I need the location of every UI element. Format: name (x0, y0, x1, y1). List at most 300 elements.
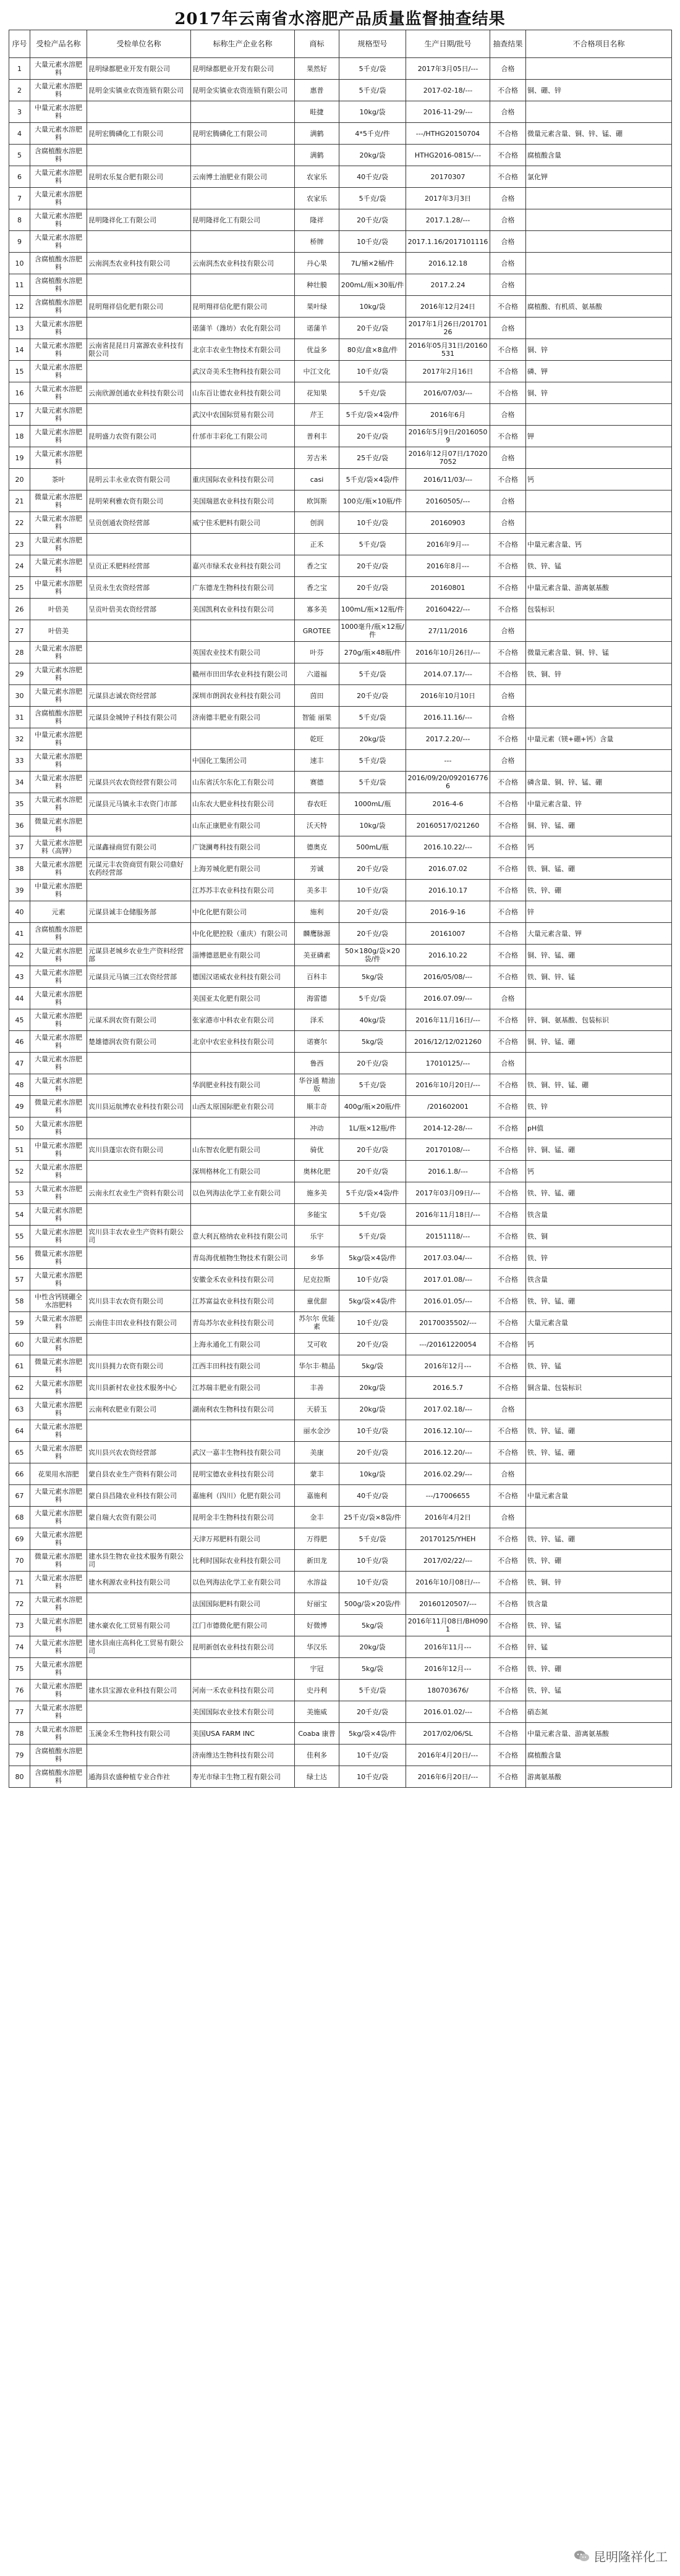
cell-index: 51 (9, 1139, 30, 1161)
cell-brand: 诺蒲羊 (295, 318, 339, 339)
cell-spec: 5kg/袋 (339, 1658, 406, 1680)
cell-result: 不合格 (490, 1745, 526, 1766)
cell-manufacturer: 江苏苏丰农业科技有限公司 (191, 880, 295, 901)
cell-product: 大量元素水溶肥料 (30, 945, 87, 966)
cell-date-batch: 27/11/2016 (406, 620, 490, 642)
cell-result: 不合格 (490, 1701, 526, 1723)
cell-manufacturer: 昆明金实镇业农资连锁有限公司 (191, 80, 295, 101)
cell-spec: 4*5千克/件 (339, 123, 406, 145)
table-row (9, 1009, 672, 1031)
cell-failed-items: 硝态氮 (526, 1701, 672, 1723)
cell-manufacturer: 美国凯利农业科技有限公司 (191, 599, 295, 620)
cell-spec: 400g/瓶×20瓶/件 (339, 1096, 406, 1118)
cell-date-batch: 2016年6月 (406, 404, 490, 426)
cell-failed-items: 锌 (526, 901, 672, 923)
cell-product: 叶倍美 (30, 599, 87, 620)
cell-brand: 苏尔尔 优能素 (295, 1312, 339, 1334)
cell-index: 79 (9, 1745, 30, 1766)
cell-brand: 农家乐 (295, 188, 339, 209)
cell-product: 含腐植酸水溶肥料 (30, 296, 87, 318)
cell-product: 大量元素水溶肥料 (30, 1377, 87, 1399)
cell-spec: 5kg/袋×4袋/件 (339, 1723, 406, 1745)
cell-failed-items: 铁、铜、锌 (526, 1572, 672, 1593)
cell-failed-items: 中量元素（镁+硼+钙）含量 (526, 728, 672, 750)
table-row (9, 1074, 672, 1096)
cell-date-batch: 20170307 (406, 166, 490, 188)
cell-inspected-unit: 元谋县老城乡农业生产资料经营部 (87, 945, 191, 966)
cell-date-batch: 20160801 (406, 577, 490, 599)
cell-index: 13 (9, 318, 30, 339)
cell-brand: 鲁西 (295, 1053, 339, 1074)
cell-failed-items: 氯化钾 (526, 166, 672, 188)
cell-spec: 500mL/瓶 (339, 836, 406, 858)
cell-manufacturer: 以色列海法化学工业有限公司 (191, 1572, 295, 1593)
cell-date-batch: 2016年11月16日/--- (406, 1009, 490, 1031)
watermark-text: 昆明隆祥化工 (593, 2549, 668, 2564)
cell-result: 不合格 (490, 1226, 526, 1247)
cell-failed-items: 腐植酸、有机质、氨基酸 (526, 296, 672, 318)
cell-product: 大量元素水溶肥料 (30, 663, 87, 685)
cell-spec: 10kg/袋 (339, 101, 406, 123)
cell-date-batch: 20160903 (406, 512, 490, 534)
cell-inspected-unit: 元谋县志诚农资经营部 (87, 685, 191, 707)
table-row (9, 1204, 672, 1226)
cell-manufacturer (191, 188, 295, 209)
cell-result: 不合格 (490, 166, 526, 188)
cell-product: 大量元素水溶肥料 (30, 512, 87, 534)
cell-index: 39 (9, 880, 30, 901)
cell-index: 66 (9, 1463, 30, 1485)
cell-brand: 美多丰 (295, 880, 339, 901)
cell-inspected-unit (87, 815, 191, 836)
cell-inspected-unit: 云南润杰农业科技有限公司 (87, 253, 191, 274)
cell-date-batch: 2016年10月08日/--- (406, 1572, 490, 1593)
cell-index: 44 (9, 988, 30, 1009)
cell-date-batch: 20151118/--- (406, 1226, 490, 1247)
cell-date-batch: 20160422/--- (406, 599, 490, 620)
cell-inspected-unit: 昆明隆祥化工有限公司 (87, 209, 191, 231)
cell-date-batch: 2016年6月20日/--- (406, 1766, 490, 1788)
table-header-row (9, 30, 672, 58)
cell-inspected-unit: 宾川县丰农农业生产资料有限公司 (87, 1226, 191, 1247)
cell-inspected-unit (87, 1658, 191, 1680)
cell-spec: 20千克/袋 (339, 1334, 406, 1355)
cell-failed-items (526, 231, 672, 253)
cell-brand: 果叶绿 (295, 296, 339, 318)
cell-manufacturer: 昆明隆祥化工有限公司 (191, 209, 295, 231)
cell-result: 不合格 (490, 1615, 526, 1636)
cell-manufacturer: 济南维达生物科技有限公司 (191, 1745, 295, 1766)
cell-failed-items: 铁、锌、硼 (526, 880, 672, 901)
cell-index: 45 (9, 1009, 30, 1031)
cell-index: 40 (9, 901, 30, 923)
cell-brand: 惠普 (295, 80, 339, 101)
cell-brand: 泽禾 (295, 1009, 339, 1031)
cell-result: 合格 (490, 620, 526, 642)
cell-failed-items (526, 1507, 672, 1528)
cell-brand: 尼克拉斯 (295, 1269, 339, 1290)
cell-manufacturer: 上海芳城化肥有限公司 (191, 858, 295, 880)
table-row (9, 339, 672, 361)
cell-brand: 优益多 (295, 339, 339, 361)
cell-brand: 丹心果 (295, 253, 339, 274)
cell-brand: 绿士达 (295, 1766, 339, 1788)
cell-result: 不合格 (490, 1118, 526, 1139)
cell-inspected-unit: 昆明农乐复合肥有限公司 (87, 166, 191, 188)
cell-inspected-unit: 建水县宝源农业科技有限公司 (87, 1680, 191, 1701)
cell-inspected-unit: 宾川县拥力农资有限公司 (87, 1355, 191, 1377)
cell-date-batch: 2017.02.18/--- (406, 1399, 490, 1420)
cell-brand: 中江文化 (295, 361, 339, 382)
cell-product: 大量元素水溶肥料 (30, 1680, 87, 1701)
cell-result: 不合格 (490, 1636, 526, 1658)
cell-inspected-unit: 云南佳丰田农业科技有限公司 (87, 1312, 191, 1334)
cell-index: 31 (9, 707, 30, 728)
cell-date-batch: --- (406, 750, 490, 772)
cell-inspected-unit: 云南省昆昆日月富源农业科技有限公司 (87, 339, 191, 361)
cell-product: 微量元素水溶肥料 (30, 1096, 87, 1118)
cell-result: 不合格 (490, 1680, 526, 1701)
cell-index: 72 (9, 1593, 30, 1615)
cell-failed-items: 大量元素含量、钾 (526, 923, 672, 945)
cell-spec: 1000mL/瓶 (339, 793, 406, 815)
table-row (9, 1766, 672, 1788)
cell-spec: 20kg/袋 (339, 1377, 406, 1399)
cell-result: 不合格 (490, 555, 526, 577)
cell-product: 大量元素水溶肥料 (30, 988, 87, 1009)
cell-inspected-unit (87, 404, 191, 426)
cell-date-batch: 2016.12.18 (406, 253, 490, 274)
cell-product: 大量元素水溶肥料 (30, 382, 87, 404)
cell-date-batch: 2016年8月--- (406, 555, 490, 577)
cell-date-batch: 2016年12月24日 (406, 296, 490, 318)
table-row (9, 188, 672, 209)
table-row (9, 1745, 672, 1766)
cell-result: 不合格 (490, 815, 526, 836)
cell-failed-items (526, 620, 672, 642)
cell-manufacturer: 张家港市中科农业有限公司 (191, 1009, 295, 1031)
cell-index: 29 (9, 663, 30, 685)
cell-result: 合格 (490, 58, 526, 80)
cell-failed-items: 铜、锌 (526, 339, 672, 361)
table-row (9, 815, 672, 836)
cell-index: 68 (9, 1507, 30, 1528)
cell-index: 24 (9, 555, 30, 577)
cell-result: 不合格 (490, 1377, 526, 1399)
cell-result: 不合格 (490, 469, 526, 490)
cell-date-batch: 2017.2.20/--- (406, 728, 490, 750)
cell-product: 大量元素水溶肥料 (30, 750, 87, 772)
table-row (9, 1247, 672, 1269)
header-manufacturer: 标称生产企业名称 (191, 30, 295, 58)
cell-inspected-unit (87, 1420, 191, 1442)
cell-inspected-unit (87, 880, 191, 901)
cell-product: 大量元素水溶肥料 (30, 642, 87, 663)
cell-index: 34 (9, 772, 30, 793)
cell-spec: 5千克/袋 (339, 663, 406, 685)
cell-date-batch: 2016.01.02/--- (406, 1701, 490, 1723)
cell-brand: 丽水金沙 (295, 1420, 339, 1442)
table-row (9, 772, 672, 793)
cell-index: 78 (9, 1723, 30, 1745)
cell-result: 不合格 (490, 123, 526, 145)
cell-brand: 万得肥 (295, 1528, 339, 1550)
cell-product: 大量元素水溶肥料 (30, 1226, 87, 1247)
cell-result: 合格 (490, 231, 526, 253)
cell-brand: 乡华 (295, 1247, 339, 1269)
cell-manufacturer (191, 145, 295, 166)
cell-result: 不合格 (490, 1139, 526, 1161)
cell-failed-items: 铁、锌、锰 (526, 555, 672, 577)
cell-brand: 满鹤 (295, 123, 339, 145)
table-row (9, 490, 672, 512)
cell-index: 35 (9, 793, 30, 815)
cell-result: 不合格 (490, 642, 526, 663)
cell-brand: 美施威 (295, 1701, 339, 1723)
cell-spec: 100克/瓶×10瓶/件 (339, 490, 406, 512)
cell-manufacturer (191, 534, 295, 555)
cell-result: 不合格 (490, 663, 526, 685)
cell-failed-items: 铁、锌、锰、硼 (526, 1182, 672, 1204)
cell-inspected-unit (87, 274, 191, 296)
table-row (9, 901, 672, 923)
cell-failed-items: 铁、锌、锰、硼 (526, 1420, 672, 1442)
cell-inspected-unit (87, 642, 191, 663)
cell-manufacturer (191, 1118, 295, 1139)
cell-failed-items: 铁、锌 (526, 1247, 672, 1269)
cell-manufacturer: 湖南利农生物科技有限公司 (191, 1399, 295, 1420)
cell-brand: 香之宝 (295, 555, 339, 577)
table-row (9, 1636, 672, 1658)
cell-inspected-unit (87, 361, 191, 382)
cell-spec: 10千克/袋 (339, 512, 406, 534)
cell-manufacturer: 德国汉诺威农业科技有限公司 (191, 966, 295, 988)
cell-inspected-unit: 昆明绿都肥业开发有限公司 (87, 58, 191, 80)
cell-manufacturer: 云南博土油肥业有限公司 (191, 166, 295, 188)
cell-brand: 芳诚 (295, 858, 339, 880)
cell-manufacturer: 河南一禾农业科技有限公司 (191, 1680, 295, 1701)
cell-index: 60 (9, 1334, 30, 1355)
cell-spec: 10千克/袋 (339, 1745, 406, 1766)
cell-date-batch: 20160120507/--- (406, 1593, 490, 1615)
table-row (9, 296, 672, 318)
cell-result: 不合格 (490, 296, 526, 318)
cell-inspected-unit: 建水利源农业科技有限公司 (87, 1572, 191, 1593)
cell-manufacturer: 青岛海优植物生物技术有限公司 (191, 1247, 295, 1269)
cell-product: 大量元素水溶肥料 (30, 1658, 87, 1680)
cell-manufacturer (191, 274, 295, 296)
cell-result: 不合格 (490, 1031, 526, 1053)
cell-spec: 10千克/袋 (339, 1269, 406, 1290)
cell-index: 23 (9, 534, 30, 555)
cell-result: 合格 (490, 101, 526, 123)
cell-manufacturer: 昆明翔祥信化肥有限公司 (191, 296, 295, 318)
cell-inspected-unit: 宾川县蓬宗农资有限公司 (87, 1139, 191, 1161)
cell-result: 不合格 (490, 577, 526, 599)
cell-index: 77 (9, 1701, 30, 1723)
cell-date-batch: 2017/02/06/SL (406, 1723, 490, 1745)
table-row (9, 1658, 672, 1680)
cell-manufacturer: 深圳格林化工有限公司 (191, 1161, 295, 1182)
cell-result: 不合格 (490, 836, 526, 858)
cell-index: 18 (9, 426, 30, 447)
cell-index: 74 (9, 1636, 30, 1658)
cell-failed-items: 铁、锌 (526, 1096, 672, 1118)
cell-index: 76 (9, 1680, 30, 1701)
cell-index: 70 (9, 1550, 30, 1572)
cell-brand: 春农旺 (295, 793, 339, 815)
cell-date-batch: 2016年12月--- (406, 1658, 490, 1680)
cell-inspected-unit: 宾川县丰农农资有限公司 (87, 1290, 191, 1312)
cell-spec: 5千克/袋 (339, 534, 406, 555)
cell-failed-items (526, 685, 672, 707)
cell-inspected-unit: 元谋县金城钟子科技有限公司 (87, 707, 191, 728)
cell-brand: 施多美 (295, 1182, 339, 1204)
cell-spec: 270g/瓶×48瓶/件 (339, 642, 406, 663)
cell-date-batch: 2016/07/03/--- (406, 382, 490, 404)
cell-failed-items: pH值 (526, 1118, 672, 1139)
cell-inspected-unit: 昆明盛力农资有限公司 (87, 426, 191, 447)
cell-date-batch: 2016年5月9日/20160509 (406, 426, 490, 447)
table-row (9, 1182, 672, 1204)
cell-result: 不合格 (490, 1204, 526, 1226)
cell-result: 不合格 (490, 1074, 526, 1096)
table-row (9, 447, 672, 469)
cell-spec: 5千克/袋 (339, 707, 406, 728)
cell-brand: 桥牌 (295, 231, 339, 253)
cell-brand: 寡多美 (295, 599, 339, 620)
cell-spec: 5千克/袋 (339, 750, 406, 772)
cell-brand: 嘉施利 (295, 1485, 339, 1507)
cell-date-batch: 2016年10月20日/--- (406, 1074, 490, 1096)
cell-failed-items: 锌、锰 (526, 1636, 672, 1658)
cell-index: 16 (9, 382, 30, 404)
cell-spec: 10kg/袋 (339, 815, 406, 836)
cell-manufacturer: 江苏富益农业科技有限公司 (191, 1290, 295, 1312)
cell-product: 大量元素水溶肥料 (30, 231, 87, 253)
cell-product: 含腐植酸水溶肥料 (30, 253, 87, 274)
table-row (9, 966, 672, 988)
cell-product: 大量元素水溶肥料 (30, 1701, 87, 1723)
cell-inspected-unit (87, 318, 191, 339)
cell-inspected-unit (87, 1053, 191, 1074)
cell-date-batch: 2016年10月26日/--- (406, 642, 490, 663)
cell-date-batch: 2016年10月10日 (406, 685, 490, 707)
cell-manufacturer: 广东德龙生物科技有限公司 (191, 577, 295, 599)
cell-inspected-unit: 楚雄德润农资有限公司 (87, 1031, 191, 1053)
cell-index: 80 (9, 1766, 30, 1788)
table-row (9, 1053, 672, 1074)
cell-product: 含腐植酸水溶肥料 (30, 274, 87, 296)
cell-result: 不合格 (490, 1312, 526, 1334)
cell-product: 中量元素水溶肥料 (30, 728, 87, 750)
table-row (9, 923, 672, 945)
cell-manufacturer: 意大利瓦格纳农业科技有限公司 (191, 1226, 295, 1247)
cell-index: 4 (9, 123, 30, 145)
cell-failed-items: 铁、铜、锌、锰 (526, 966, 672, 988)
cell-inspected-unit: 呈贡创通农资经营部 (87, 512, 191, 534)
cell-spec: 5千克/袋 (339, 382, 406, 404)
cell-inspected-unit: 昆明翔祥信化肥有限公司 (87, 296, 191, 318)
cell-brand: 乾旺 (295, 728, 339, 750)
cell-brand: GROTEE (295, 620, 339, 642)
cell-product: 大量元素水溶肥料 (30, 793, 87, 815)
table-row (9, 253, 672, 274)
cell-product: 大量元素水溶肥料 (30, 1399, 87, 1420)
cell-index: 10 (9, 253, 30, 274)
cell-inspected-unit (87, 988, 191, 1009)
cell-brand: 农家乐 (295, 166, 339, 188)
cell-manufacturer: 法国国际肥料有限公司 (191, 1593, 295, 1615)
cell-index: 14 (9, 339, 30, 361)
cell-index: 53 (9, 1182, 30, 1204)
cell-brand: 创润 (295, 512, 339, 534)
cell-brand: 欧饵斯 (295, 490, 339, 512)
cell-spec: 10千克/袋 (339, 1766, 406, 1788)
cell-result: 不合格 (490, 1334, 526, 1355)
cell-product: 大量元素水溶肥料 (30, 1182, 87, 1204)
cell-date-batch: 2016年05月31日/20160531 (406, 339, 490, 361)
cell-inspected-unit (87, 1161, 191, 1182)
cell-brand: 芹王 (295, 404, 339, 426)
cell-failed-items: 铜、硼、锌 (526, 80, 672, 101)
cell-failed-items: 包装标识 (526, 599, 672, 620)
cell-product: 大量元素水溶肥料 (30, 1507, 87, 1528)
cell-failed-items: 铁、铜 (526, 1226, 672, 1247)
cell-result: 不合格 (490, 945, 526, 966)
cell-index: 64 (9, 1420, 30, 1442)
cell-result: 不合格 (490, 1723, 526, 1745)
cell-product: 中量元素水溶肥料 (30, 880, 87, 901)
cell-date-batch: 2016.10.17 (406, 880, 490, 901)
cell-spec: 20千克/袋 (339, 901, 406, 923)
cell-brand: 顺丰奇 (295, 1096, 339, 1118)
cell-manufacturer: 英国农业技术有限公司 (191, 642, 295, 663)
table-row (9, 663, 672, 685)
cell-manufacturer: 山西太原国际肥业有限公司 (191, 1096, 295, 1118)
cell-brand: 普利丰 (295, 426, 339, 447)
cell-date-batch: ---/HTHG20150704 (406, 123, 490, 145)
cell-brand: 诺赛尔 (295, 1031, 339, 1053)
cell-failed-items: 中量元素含量、钙 (526, 534, 672, 555)
cell-brand: casi (295, 469, 339, 490)
table-row (9, 793, 672, 815)
cell-index: 73 (9, 1615, 30, 1636)
cell-failed-items: 腐植酸含量 (526, 145, 672, 166)
cell-index: 21 (9, 490, 30, 512)
cell-result: 合格 (490, 188, 526, 209)
cell-inspected-unit (87, 188, 191, 209)
cell-spec: 5千克/袋 (339, 1226, 406, 1247)
table-row (9, 858, 672, 880)
cell-spec: 1000毫升/瓶×12瓶/件 (339, 620, 406, 642)
cell-brand: 施利 (295, 901, 339, 923)
cell-index: 41 (9, 923, 30, 945)
cell-spec: 7L/桶×2桶/件 (339, 253, 406, 274)
cell-date-batch: 2016.10.22 (406, 945, 490, 966)
cell-result: 合格 (490, 1399, 526, 1420)
cell-product: 大量元素水溶肥料 (30, 685, 87, 707)
cell-date-batch: 20170035502/--- (406, 1312, 490, 1334)
cell-result: 不合格 (490, 1572, 526, 1593)
cell-date-batch: HTHG2016-0815/--- (406, 145, 490, 166)
cell-inspected-unit: 昆明金实镇业农资连锁有限公司 (87, 80, 191, 101)
cell-brand: 叶芬 (295, 642, 339, 663)
table-row (9, 577, 672, 599)
cell-result: 不合格 (490, 80, 526, 101)
cell-failed-items: 铁、锌、锰、硼 (526, 1528, 672, 1550)
cell-spec: 200mL/瓶×30瓶/件 (339, 274, 406, 296)
